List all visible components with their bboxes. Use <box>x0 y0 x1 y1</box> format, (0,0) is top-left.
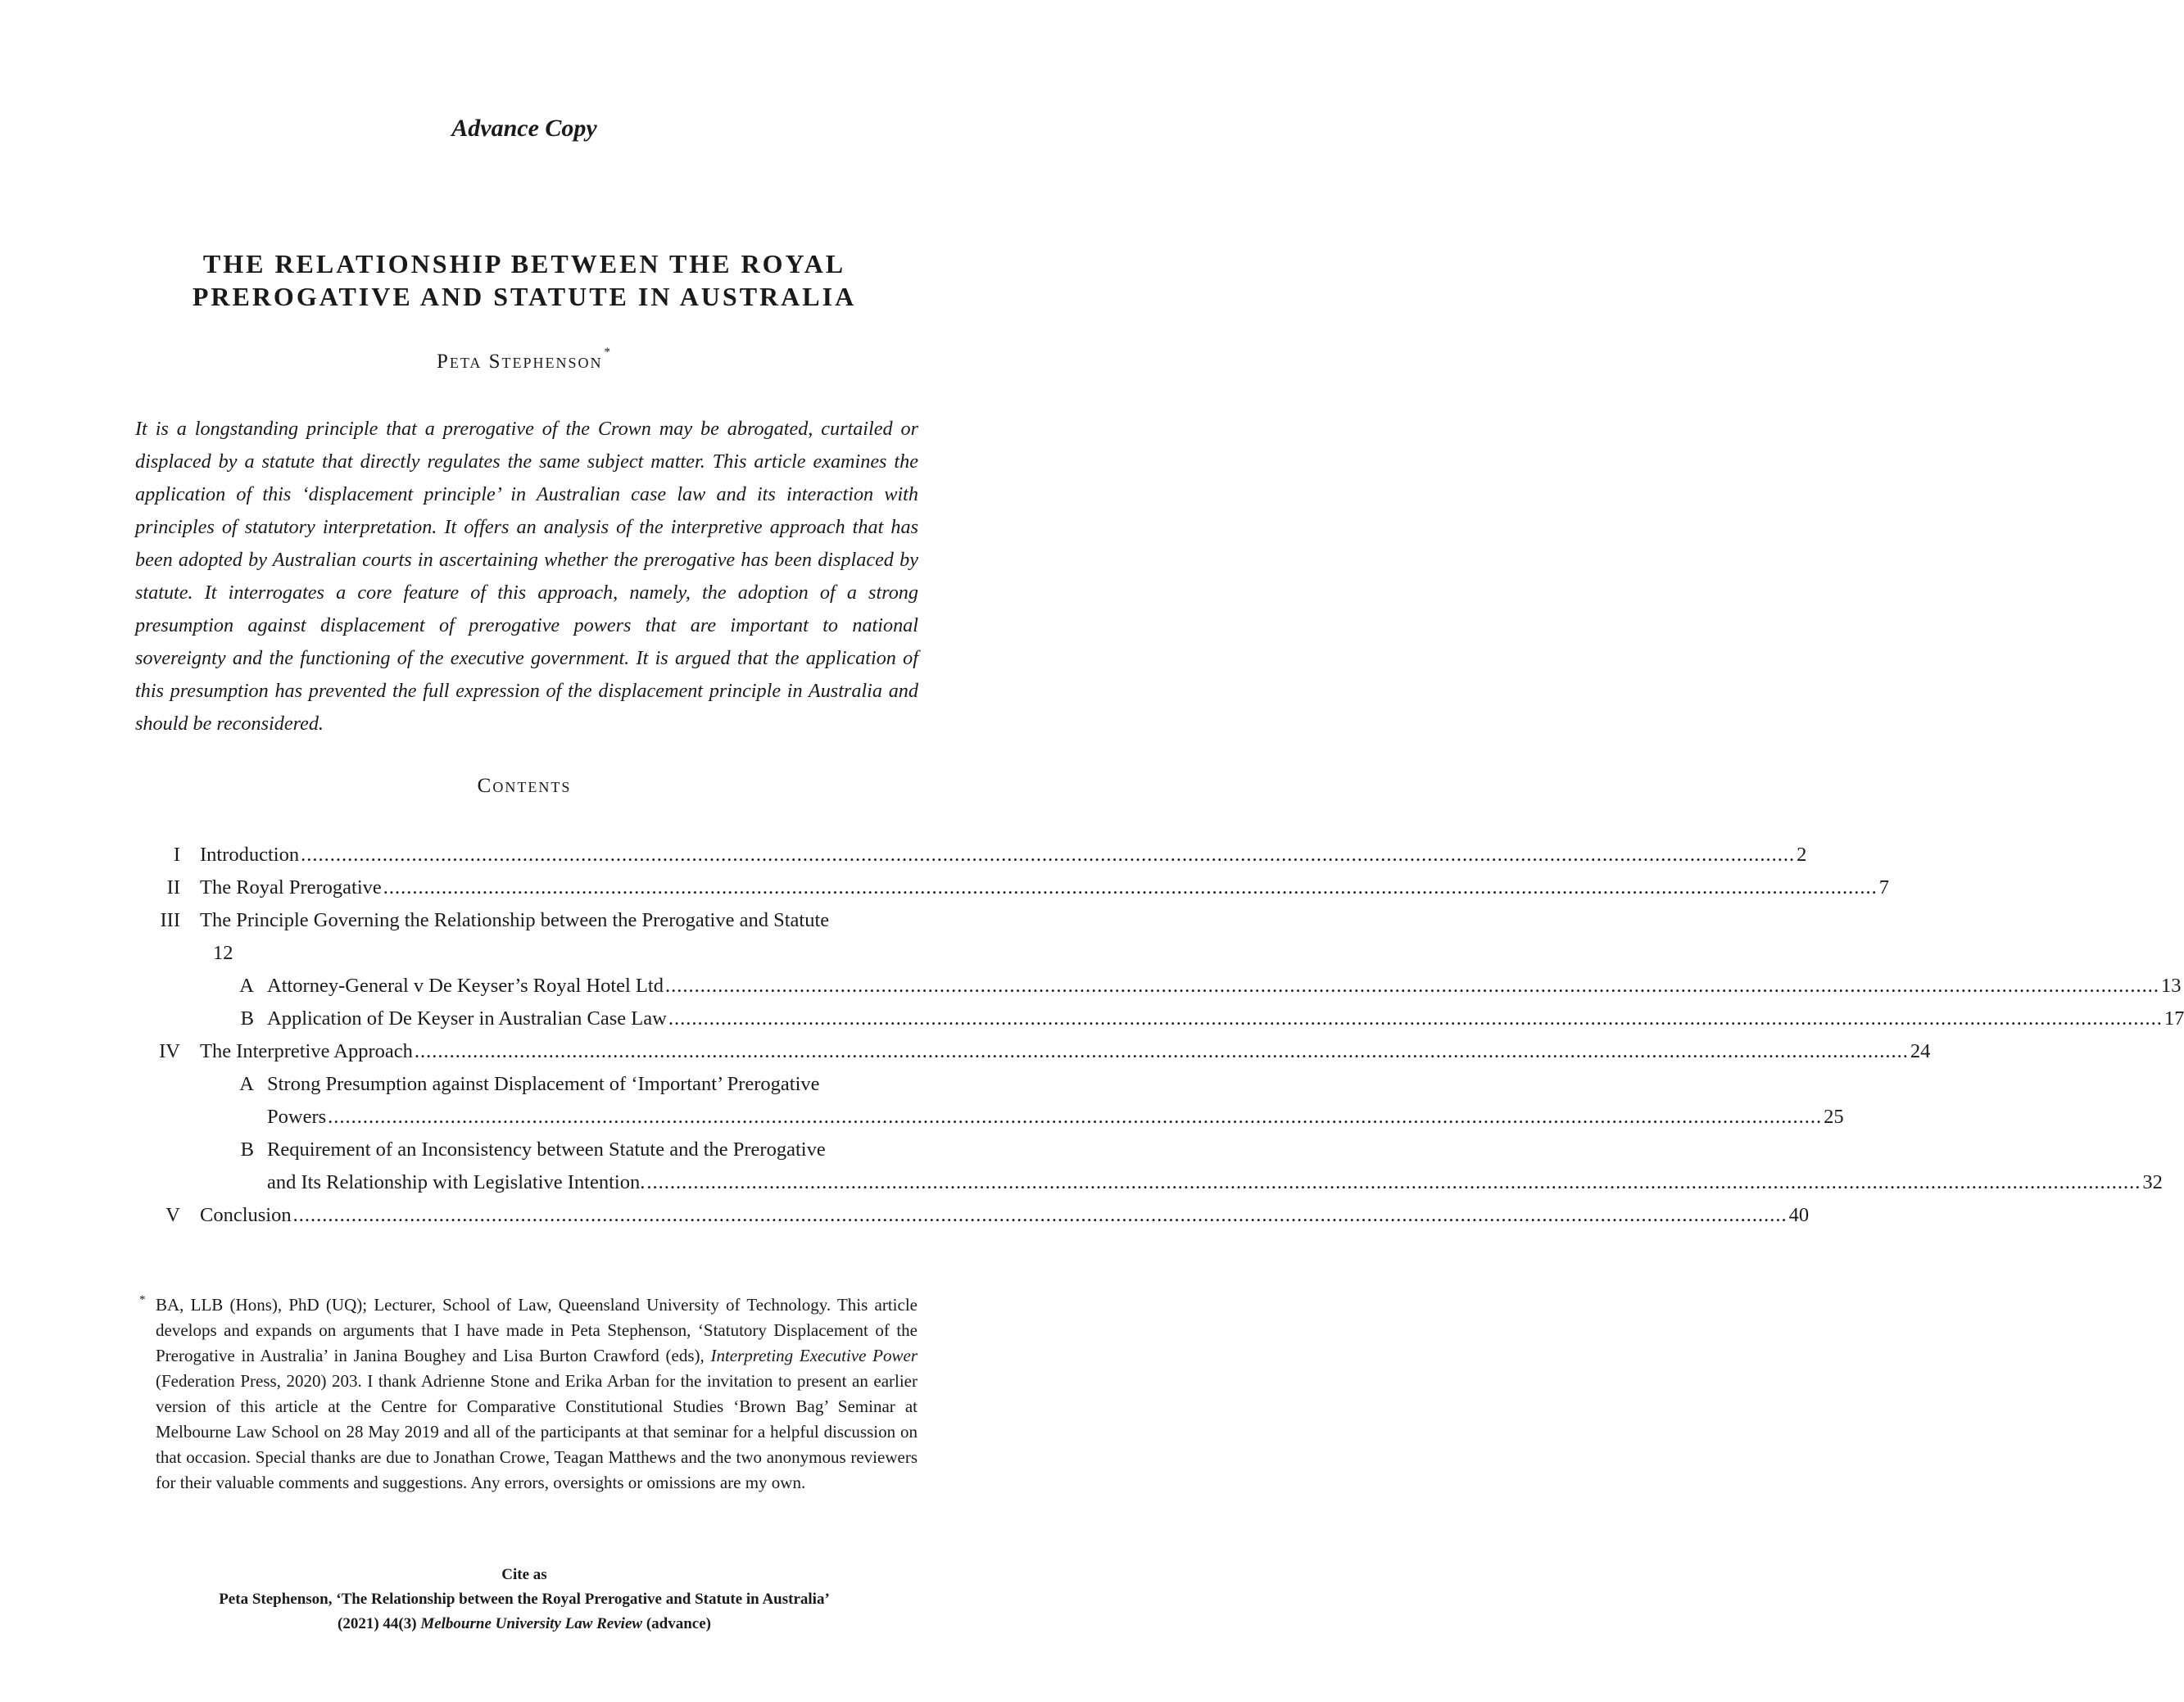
toc-number: IV <box>159 1040 180 1062</box>
toc-page-number: 17 <box>2164 1007 2184 1030</box>
author-name: Peta Stephenson <box>436 351 603 373</box>
toc-leader-dots: ................................................................................................................................................................................................................................................................ <box>664 975 2159 997</box>
toc-number: II <box>166 876 180 899</box>
footnote-book-title: Interpreting Executive Power <box>710 1346 918 1365</box>
toc-leader-dots: ................................................................................................................................................................................................................................................................ <box>292 1204 1788 1226</box>
toc-item-principle-governing-page <box>147 937 918 970</box>
toc-item-strong-presumption[interactable] <box>147 1068 918 1101</box>
toc-label: Attorney-General v De Keyser’s Royal Hotel Ltd <box>267 975 664 997</box>
toc-number: A <box>239 1073 254 1095</box>
toc-label: Conclusion <box>200 1204 292 1226</box>
toc-leader-dots: ................................................................................................................................................................................................................................................................ <box>383 876 1878 899</box>
contents-heading: Contents <box>477 775 572 797</box>
toc-label: Introduction <box>200 844 300 866</box>
footnote-mark: * <box>139 1293 146 1306</box>
toc-number: III <box>160 909 180 931</box>
cite-status: (advance) <box>642 1615 711 1632</box>
toc-number: B <box>240 1138 254 1161</box>
toc-item-royal-prerogative[interactable] <box>147 871 1890 904</box>
title-line-1: THE RELATIONSHIP BETWEEN THE ROYAL <box>202 249 846 278</box>
toc-leader-dots: ................................................................................................................................................................................................................................................................ <box>328 1106 1823 1128</box>
toc-leader-dots: ................................................................................................................................................................................................................................................................ <box>301 844 1796 866</box>
toc-page-number: 24 <box>1910 1040 1931 1062</box>
cite-heading: Cite as <box>501 1566 547 1583</box>
toc-page-number: 32 <box>2142 1171 2163 1193</box>
toc-leader-dots: ................................................................................................................................................................................................................................................................ <box>646 1171 2141 1193</box>
footnote-text-after: (Federation Press, 2020) 203. I thank Adrienne Stone and Erika Arban for the invitation to present an earlier version of this article at the Centre for Comparative Constitutional Studies ‘Brown Bag’ Seminar at Melbourne Law School on 28 May 2019 and all of the participants at that seminar for a helpful discussion on that occasion. Special thanks are due to Jonathan Crowe, Teagan Matthews and the two anonymous reviewers for their valuable comments and suggestions. Any errors, oversights or omissions are my own. <box>156 1371 918 1492</box>
cite-line-2 <box>0 1612 1049 1636</box>
toc-item-conclusion[interactable] <box>147 1199 1810 1232</box>
article-title <box>0 247 1049 313</box>
toc-label: Application of De Keyser in Australian Case Law <box>267 1007 667 1030</box>
toc-label: The Principle Governing the Relationship between the Prerogative and Statute <box>200 909 830 931</box>
toc-number: V <box>165 1204 180 1226</box>
citation-block <box>0 1563 1049 1636</box>
toc-label: The Interpretive Approach <box>200 1040 413 1062</box>
footnote-text-before: BA, LLB (Hons), PhD (UQ); Lecturer, School of Law, Queensland University of Technology. This article develops and expands on arguments that I have made in Peta Stephenson, ‘Statutory Displacement of the Prerogative in Australia’ in Janina Boughey and Lisa Burton Crawford (eds), <box>156 1295 918 1365</box>
toc-label-line-2: Powers <box>267 1106 327 1128</box>
table-of-contents <box>147 839 2184 1232</box>
toc-label: The Royal Prerogative <box>200 876 382 899</box>
toc-item-strong-presumption-cont[interactable] <box>147 1101 1844 1134</box>
author-footnote <box>139 1292 918 1496</box>
title-line-2: PREROGATIVE AND STATUTE IN AUSTRALIA <box>192 282 857 311</box>
author <box>0 346 1049 373</box>
toc-item-application-de-keyser[interactable] <box>147 1003 2184 1035</box>
toc-item-de-keyser[interactable] <box>147 970 2182 1003</box>
toc-item-interpretive-approach[interactable] <box>147 1035 1931 1068</box>
toc-leader-dots: ................................................................................................................................................................................................................................................................ <box>414 1040 1909 1062</box>
cite-line-1: Peta Stephenson, ‘The Relationship between the Royal Prerogative and Statute in Australia’ <box>219 1591 830 1608</box>
toc-label-line-1: Strong Presumption against Displacement of ‘Important’ Prerogative <box>267 1073 820 1095</box>
toc-number: I <box>173 844 180 866</box>
toc-label-line-2: and Its Relationship with Legislative Intention. <box>267 1171 646 1193</box>
toc-item-introduction[interactable] <box>147 839 1807 871</box>
author-footnote-mark[interactable]: * <box>604 346 613 359</box>
toc-number: A <box>239 975 254 997</box>
toc-page-number: 13 <box>2160 975 2182 997</box>
toc-page-number: 7 <box>1878 876 1890 899</box>
toc-item-principle-governing[interactable] <box>147 904 918 937</box>
toc-item-requirement-inconsistency[interactable] <box>147 1134 918 1166</box>
toc-page-number: 40 <box>1788 1204 1810 1226</box>
toc-number: B <box>240 1007 254 1030</box>
toc-page-number: 12 <box>213 942 233 964</box>
advance-copy-banner: Advance Copy <box>451 115 597 142</box>
toc-page-number: 2 <box>1797 844 1807 866</box>
toc-page-number: 25 <box>1824 1106 1844 1128</box>
toc-leader-dots: ................................................................................................................................................................................................................................................................ <box>668 1007 2163 1030</box>
toc-item-requirement-inconsistency-cont[interactable] <box>147 1166 2163 1199</box>
abstract: It is a longstanding principle that a prerogative of the Crown may be abrogated, curtailed or displaced by a statute that directly regulates the same subject matter. This article examines the application of this ‘displacement principle’ in Australian case law and its interaction with principles of statutory interpretation. It offers an analysis of the interpretive approach that has been adopted by Australian courts in ascertaining whether the prerogative has been displaced by statute. It interrogates a core feature of this approach, namely, the adoption of a strong presumption against displacement of prerogative powers that are important to national sovereignty and the functioning of the executive government. It is argued that the application of this presumption has prevented the full expression of the displacement principle in Australia and should be reconsidered. <box>135 418 918 735</box>
cite-volume: (2021) 44(3) <box>338 1615 421 1632</box>
toc-label-line-1: Requirement of an Inconsistency between Statute and the Prerogative <box>267 1138 826 1161</box>
cite-journal: Melbourne University Law Review <box>420 1615 643 1632</box>
